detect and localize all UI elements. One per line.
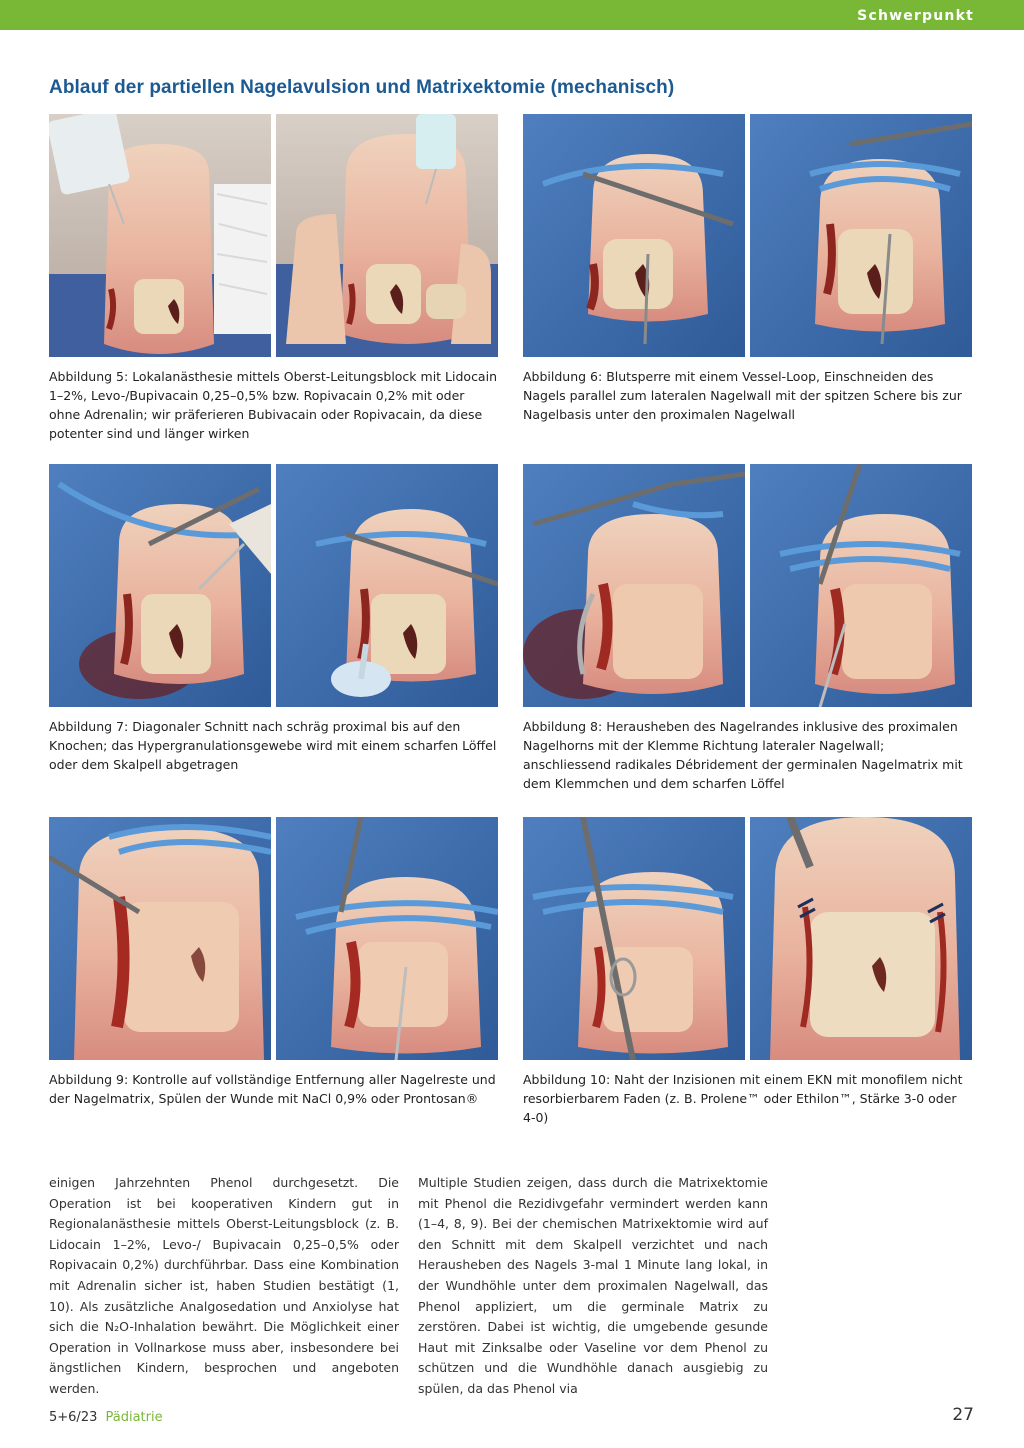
figure-8-caption: Abbildung 8: Herausheben des Nagelrandes inklusive des proximalen Nagelhorns mit der Klemme Richtung lateraler Nagelwall; anschliessend radikales Débridement der germinalen Nagelmatrix mit dem Klemmchen und dem scharfen Löffel (523, 719, 963, 791)
figure-6-photos (523, 114, 972, 357)
figure-8-photo-right (750, 464, 972, 707)
figure-7-photo-right (276, 464, 498, 707)
section-label: Schwerpunkt (857, 8, 974, 24)
figure-9 (49, 817, 498, 1108)
figure-8-photo-left (523, 464, 745, 707)
figure-5 (49, 114, 498, 443)
figure-6-photo-right (750, 114, 972, 357)
figure-7-photo-left (49, 464, 271, 707)
figure-6-photo-left (523, 114, 745, 357)
header-bar (0, 0, 1024, 30)
figure-7-photos (49, 464, 498, 707)
body-text-column-1: einigen Jahrzehnten Phenol durchgesetzt. Die Operation ist bei kooperativen Kindern gut in Regionalanästhesie mittels Oberst-Leitungsblock (z. B. Lidocain 1–2%, Levo-/ Bupivacain 0,25–0,5% oder Ropivacain 0,2%) durchführbar. Dass eine Kombination mit Adrenalin sicher ist, haben Studien bestätigt (1, 10). Als zusätzliche Analgosedation und Anxiolyse hat sich die N₂O-Inhalation bewährt. Die Möglichkeit einer Operation in Vollnarkose muss aber, insbesondere bei ängstlichen Kindern, besprochen und angeboten werden. (49, 1175, 399, 1396)
figure-6 (523, 114, 972, 424)
figure-5-photo-right (276, 114, 498, 357)
figure-10-photo-right (750, 817, 972, 1060)
figure-10-photo-left (523, 817, 745, 1060)
figure-8-photos (523, 464, 972, 707)
figure-7 (49, 464, 498, 774)
figure-9-photo-left (49, 817, 271, 1060)
figure-9-caption: Abbildung 9: Kontrolle auf vollständige Entfernung aller Nagelreste und der Nagelmatrix, Spülen der Wunde mit NaCl 0,9% oder Prontosan® (49, 1072, 496, 1106)
page-title: Ablauf der partiellen Nagelavulsion und Matrixektomie (mechanisch) (49, 77, 675, 98)
figure-9-photos (49, 817, 498, 1060)
figure-5-caption: Abbildung 5: Lokalanästhesie mittels Oberst-Leitungsblock mit Lidocain 1–2%, Levo-/Bupivacain 0,25–0,5% bzw. Ropivacain 0,2% mit oder ohne Adrenalin; wir präferieren Bubivacain oder Ropivacain, da diese potenter sind und länger wirken (49, 369, 497, 441)
figure-5-photo-left (49, 114, 271, 357)
footer-issue: 5+6/23 (49, 1410, 98, 1425)
figure-9-photo-right (276, 817, 498, 1060)
figure-10 (523, 817, 972, 1127)
figure-7-caption: Abbildung 7: Diagonaler Schnitt nach schräg proximal bis auf den Knochen; das Hypergranulationsgewebe wird mit einem scharfen Löffel oder dem Skalpell abgetragen (49, 719, 497, 772)
body-text-column-2: Multiple Studien zeigen, dass durch die Matrixektomie mit Phenol die Rezidivgefahr vermindert werden kann (1–4, 8, 9). Bei der chemischen Matrixektomie wird auf den Schnitt mit dem Skalpell verzichtet und nach Herausheben des Nagels 3-mal 1 Minute lang lokal, in der Wundhöhle unter dem proximalen Nagelwall, das Phenol appliziert, um die germinale Matrix zu zerstören. Dabei ist wichtig, die umgebende gesunde Haut mit Zinksalbe oder Vaseline vor dem Phenol zu schützen und die Wundhöhle danach ausgiebig zu spülen, da das Phenol via (418, 1175, 768, 1396)
footer-issue-info (49, 1410, 163, 1425)
page-number: 27 (952, 1405, 974, 1425)
figure-5-photos (49, 114, 498, 357)
figure-6-caption: Abbildung 6: Blutsperre mit einem Vessel-Loop, Einschneiden des Nagels parallel zum lateralen Nagelwall mit der spitzen Schere bis zur Nagelbasis unter den proximalen Nagelwall (523, 369, 962, 422)
figure-10-caption: Abbildung 10: Naht der Inzisionen mit einem EKN mit monofilem nicht resorbierbarem Faden (z. B. Prolene™ oder Ethilon™, Stärke 3-0 oder 4-0) (523, 1072, 963, 1125)
figure-10-photos (523, 817, 972, 1060)
footer-journal: Pädiatrie (105, 1410, 163, 1425)
figure-8 (523, 464, 972, 793)
